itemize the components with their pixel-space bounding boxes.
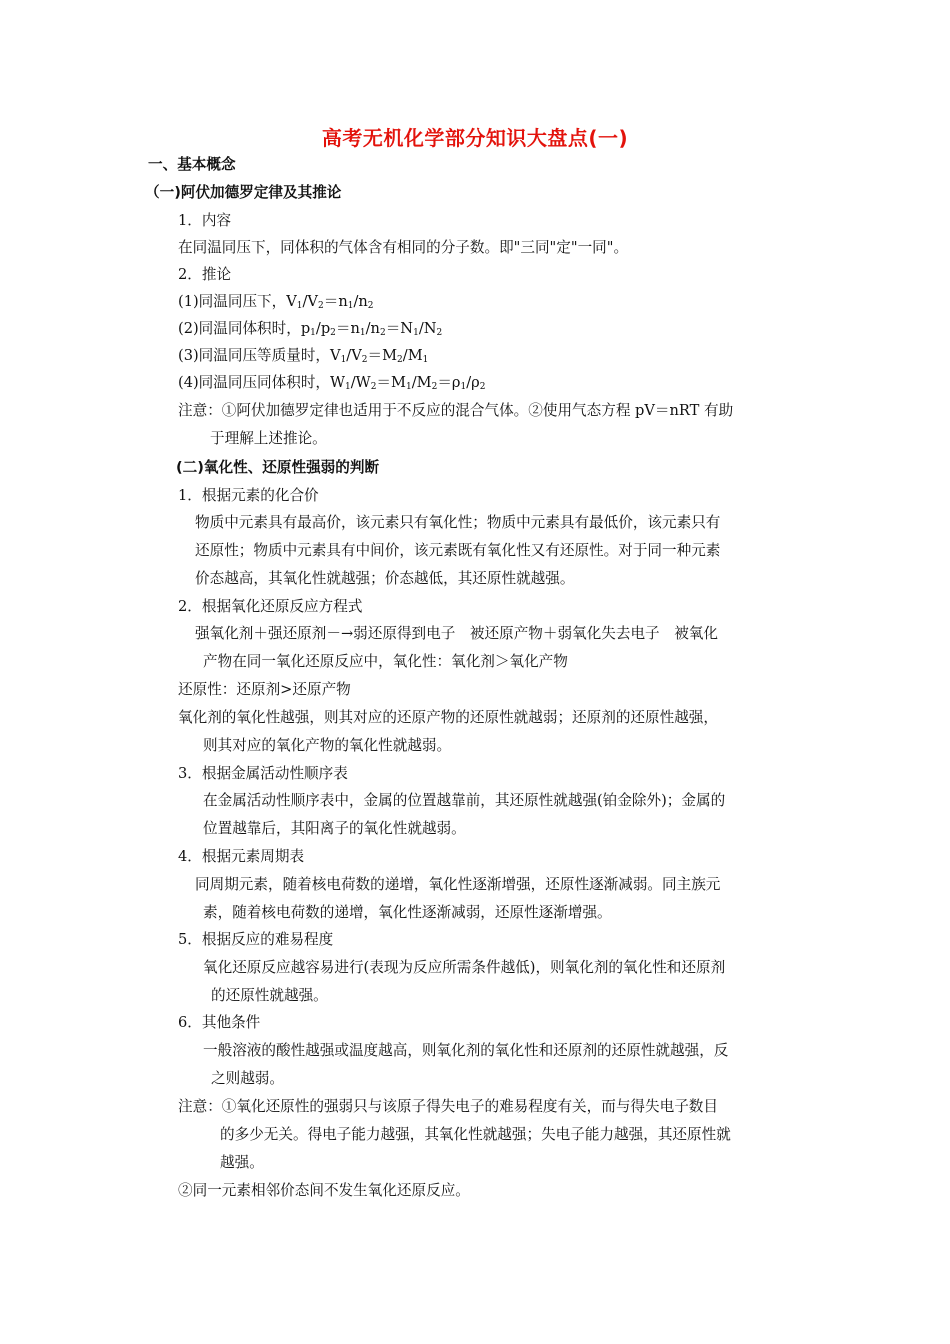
formula-line-2: (2)同温同体积时，$p_1/p_2=n_1/n_2=N_1/N_2$ bbox=[178, 320, 443, 338]
paragraph-line: 一般溶液的酸性越强或温度越高，则氧化剂的氧化性和还原剂的还原性就越强，反 bbox=[203, 1042, 729, 1059]
paragraph-line: 之则越弱。 bbox=[211, 1070, 284, 1087]
note-line: 的多少无关。得电子能力越强，其氧化性就越强；失电子能力越强，其还原性就 bbox=[220, 1126, 731, 1143]
paragraph-line: 产物在同一氧化还原反应中，氧化性：氧化剂＞氧化产物 bbox=[203, 653, 568, 670]
subsection-heading-avogadro: （一)阿伏加德罗定律及其推论 bbox=[145, 184, 342, 201]
note-line: 越强。 bbox=[220, 1154, 264, 1171]
note-line: 注意：①氧化还原性的强弱只与该原子得失电子的难易程度有关，而与得失电子数目 bbox=[178, 1098, 718, 1115]
paragraph-line: 素，随着核电荷数的递增，氧化性逐渐减弱，还原性逐渐增强。 bbox=[203, 904, 612, 921]
paragraph-line: 同周期元素，随着核电荷数的递增，氧化性逐渐增强，还原性逐渐减弱。同主族元 bbox=[195, 876, 721, 893]
subsection-heading-redox: (二)氧化性、还原性强弱的判断 bbox=[176, 459, 380, 476]
paragraph-line: 位置越靠后，其阳离子的氧化性就越弱。 bbox=[203, 820, 466, 837]
note-line: 注意：①阿伏加德罗定律也适用于不反应的混合气体。②使用气态方程 pV＝nRT 有助 bbox=[178, 402, 734, 419]
item-heading: 6．其他条件 bbox=[178, 1014, 261, 1031]
paragraph-line: 在金属活动性顺序表中，金属的位置越靠前，其还原性就越强(铂金除外)；金属的 bbox=[203, 792, 726, 809]
formula-line-3: (3)同温同压等质量时，$V_1/V_2=M_2/M_1$ bbox=[178, 347, 429, 365]
item-heading: 1．根据元素的化合价 bbox=[178, 487, 319, 504]
paragraph-line: 的还原性就越强。 bbox=[211, 987, 328, 1004]
paragraph-line: 在同温同压下，同体积的气体含有相同的分子数。即"三同"定"一同"。 bbox=[178, 239, 629, 256]
paragraph-line: 还原性；物质中元素具有中间价，该元素既有氧化性又有还原性。对于同一种元素 bbox=[195, 542, 721, 559]
paragraph-line: 强氧化剂＋强还原剂－→弱还原得到电子 被还原产物＋弱氧化失去电子 被氧化 bbox=[195, 625, 719, 642]
formula-line-4: (4)同温同压同体积时，$W_1/W_2=M_1/M_2=\rho_1/\rho_2$ bbox=[178, 374, 486, 392]
item-heading: 2．根据氧化还原反应方程式 bbox=[178, 598, 363, 615]
paragraph-line: 物质中元素具有最高价，该元素只有氧化性；物质中元素具有最低价，该元素只有 bbox=[195, 514, 721, 531]
note-line: 于理解上述推论。 bbox=[210, 430, 327, 447]
item-heading: 3．根据金属活动性顺序表 bbox=[178, 765, 348, 782]
item-heading-content: 1．内容 bbox=[178, 212, 232, 229]
paragraph-line: 价态越高，其氧化性就越强；价态越低，其还原性就越强。 bbox=[195, 570, 575, 587]
formula-line-1: (1)同温同压下，$V_1/V_2=n_1/n_2$ bbox=[178, 293, 374, 311]
document-title: 高考无机化学部分知识大盘点(一) bbox=[321, 126, 629, 150]
paragraph-line: 氧化剂的氧化性越强，则其对应的还原产物的还原性就越弱；还原剂的还原性越强， bbox=[178, 709, 718, 726]
section-heading-basic-concepts: 一、基本概念 bbox=[148, 156, 236, 173]
paragraph-line: 氧化还原反应越容易进行(表现为反应所需条件越低)，则氧化剂的氧化性和还原剂 bbox=[203, 959, 726, 976]
item-heading: 4．根据元素周期表 bbox=[178, 848, 305, 865]
paragraph-line: 还原性：还原剂>还原产物 bbox=[178, 681, 351, 698]
item-heading-inference: 2．推论 bbox=[178, 266, 232, 283]
item-heading: 5．根据反应的难易程度 bbox=[178, 931, 334, 948]
paragraph-line: 则其对应的氧化产物的氧化性就越弱。 bbox=[203, 737, 452, 754]
note-line: ②同一元素相邻价态间不发生氧化还原反应。 bbox=[178, 1182, 470, 1199]
